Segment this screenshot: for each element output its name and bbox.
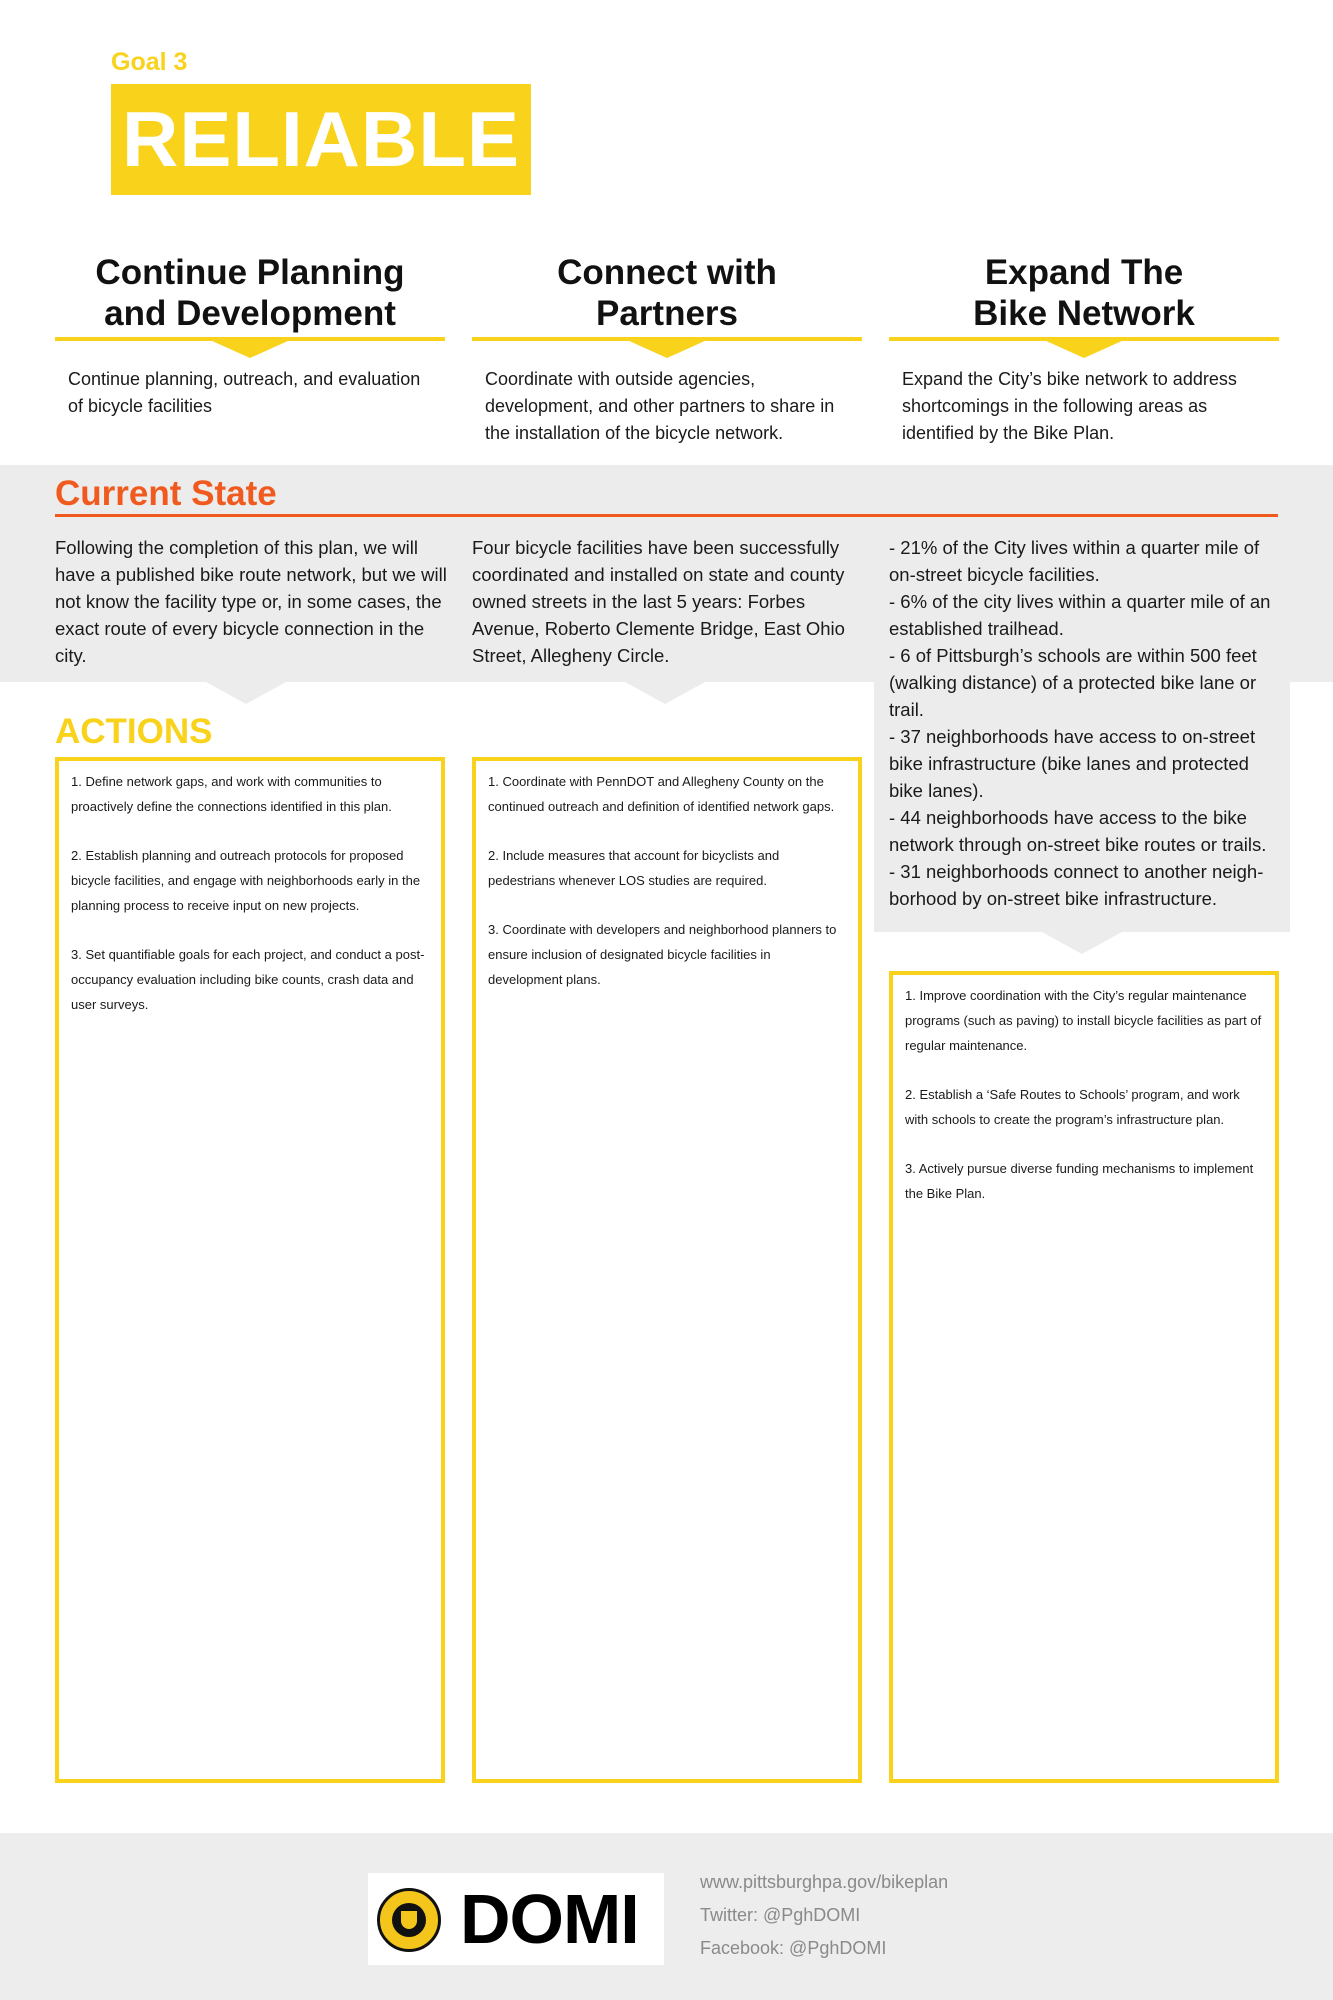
action-item: 1. Coordinate with PennDOT and Allegheny County on the continued outreach and definition of identified network gaps.	[488, 774, 835, 814]
goal-label: Goal 3	[111, 48, 188, 76]
action-item: 1. Improve coordination with the City’s regular maintenance programs (such as paving) to install bicycle facilities as part of regular maintenance.	[905, 988, 1262, 1053]
divider-pointer	[627, 340, 707, 358]
city-seal-icon	[377, 1888, 441, 1952]
seal-shield-icon	[401, 1911, 417, 1929]
column-title-line: Expand The	[984, 253, 1184, 292]
column-description: Expand the City’s bike network to address shortcomings in the following areas as identified by the Bike Plan.	[902, 369, 1237, 443]
title-banner	[111, 84, 531, 195]
column-title-line: Continue Planning	[95, 253, 405, 292]
action-item: 3. Set quantifiable goals for each project, and conduct a post-occupancy evaluation including bike counts, crash data and user surveys.	[71, 947, 425, 1012]
action-item: 2. Include measures that account for bicyclists and pedestrians whenever LOS studies are required.	[488, 848, 780, 888]
divider-pointer	[210, 340, 290, 358]
current-state-heading: Current State	[55, 474, 277, 513]
footer-twitter-link[interactable]: Twitter: @PghDOMI	[700, 1905, 861, 1925]
divider-pointer	[1044, 340, 1124, 358]
current-state-stats	[889, 534, 1281, 912]
logo-wordmark: DOMI	[460, 1880, 639, 1958]
column-title-line: and Development	[104, 294, 396, 333]
band-pointer	[206, 682, 286, 704]
footer-facebook-link[interactable]: Facebook: @PghDOMI	[700, 1938, 887, 1958]
current-state-text: Four bicycle facilities have been successfully coordinated and installed on state and county owned streets in the last 5 years: Forbes Avenue, Roberto Clemente Bridge, East Ohio Street, Allegheny Circle.	[472, 537, 845, 666]
current-state-text: Following the completion of this plan, we will have a published bike route network, but we will not know the facility type or, in some cases, the exact route of every bicycle connection in the city.	[55, 537, 447, 666]
column-description: Coordinate with outside agencies, development, and other partners to share in the installation of the bicycle network.	[485, 369, 835, 443]
actions-heading: ACTIONS	[55, 712, 213, 751]
seal-center	[392, 1903, 426, 1937]
stat-line: - 6% of the city lives within a quarter mile of an established trailhead.	[889, 591, 1271, 639]
action-item: 3. Coordinate with developers and neighborhood planners to ensure inclusion of designated bicycle facilities in development plans.	[488, 922, 837, 987]
stat-line: - 31 neighborhoods connect to another neigh-borhood by on-street bike infrastructure.	[889, 861, 1264, 909]
column-title-line: Partners	[595, 294, 739, 333]
stat-line: - 44 neighborhoods have access to the bike network through on-street bike routes or trails.	[889, 807, 1267, 855]
footer-website-link[interactable]: www.pittsburghpa.gov/bikeplan	[700, 1872, 949, 1892]
page-title: RELIABLE	[122, 95, 520, 183]
column-description: Continue planning, outreach, and evaluation of bicycle facilities	[68, 369, 421, 416]
band-pointer	[1042, 932, 1122, 954]
actions-box-partners	[472, 757, 862, 1783]
action-item: 3. Actively pursue diverse funding mechanisms to implement the Bike Plan.	[905, 1161, 1254, 1201]
action-item: 2. Establish a ‘Safe Routes to Schools’ program, and work with schools to create the program’s infrastructure plan.	[905, 1087, 1240, 1127]
stat-line: - 6 of Pittsburgh’s schools are within 500 feet (walking distance) of a protected bike lane or trail.	[889, 645, 1257, 720]
column-title-planning	[55, 252, 445, 334]
action-item: 2. Establish planning and outreach protocols for proposed bicycle facilities, and engage with neighborhoods early in the planning process to receive input on new projects.	[71, 848, 421, 913]
action-item: 1. Define network gaps, and work with communities to proactively define the connections identified in this plan.	[71, 774, 392, 814]
band-pointer	[625, 682, 705, 704]
current-state-rule	[55, 514, 1278, 517]
column-title-partners	[472, 252, 862, 334]
column-title-network	[889, 252, 1279, 334]
footer	[0, 1833, 1333, 2000]
column-title-line: Connect with	[557, 253, 777, 292]
actions-box-planning	[55, 757, 445, 1783]
column-title-line: Bike Network	[973, 294, 1195, 333]
actions-box-network	[889, 971, 1279, 1783]
domi-logo	[368, 1873, 664, 1965]
stat-line: - 37 neighborhoods have access to on-street bike infrastructure (bike lanes and protected bike lanes).	[889, 726, 1256, 801]
stat-line: - 21% of the City lives within a quarter mile of on-street bicycle facilities.	[889, 537, 1260, 585]
